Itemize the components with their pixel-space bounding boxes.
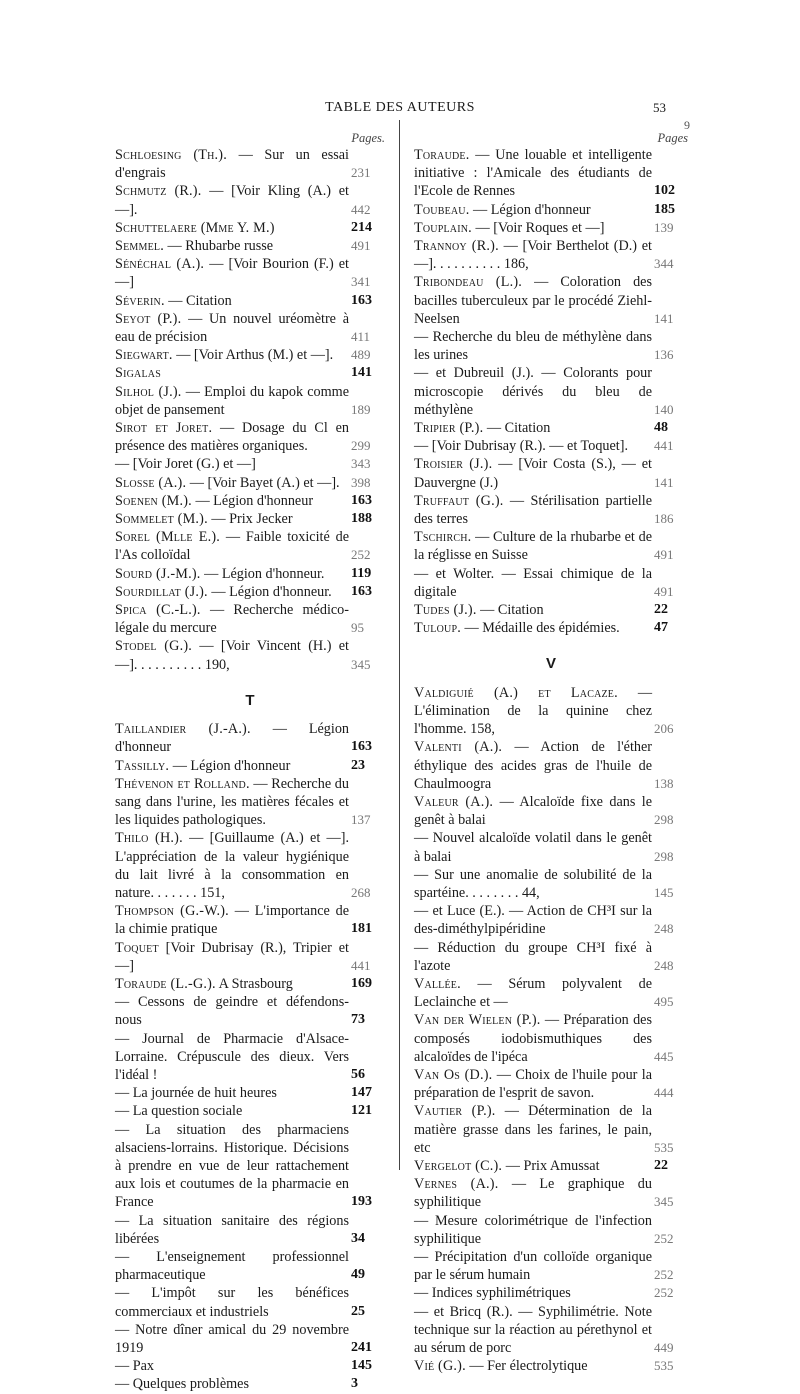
index-entry	[414, 866, 688, 902]
entry-page-number: 298	[654, 812, 674, 828]
entry-page-number: 442	[351, 201, 371, 217]
entry-page-number: 22	[654, 1157, 668, 1173]
entry-page-number: 252	[654, 1230, 674, 1246]
index-entry	[115, 1212, 385, 1248]
entry-page-number: 185	[654, 201, 675, 217]
entry-title: — Cessons de geindre et défendons-nous	[115, 994, 349, 1029]
entry-page-number: 47	[654, 620, 668, 636]
entry-title: — Le graphique du syphilitique	[414, 1176, 652, 1211]
entry-page-number: 188	[351, 511, 372, 527]
entry-title: — Légion d'honneur.	[204, 565, 325, 582]
entry-title: — Recherche du bleu de méthylène dans les urines	[414, 329, 652, 364]
entry-page-number: 95	[351, 620, 364, 636]
entry-title: — L'impôt sur les bénéfices commerciaux et industriels	[115, 1285, 349, 1320]
entry-title: — La situation des pharmaciens alsaciens-lorrains. Historique. Décisions à prendre en vue de leur rattachement aux lois et coutumes de la pharmacie en France	[115, 1121, 349, 1211]
entry-author: Schuttelaere (Mme Y. M.)	[115, 219, 275, 236]
entry-author: Tribondeau (L.).	[414, 274, 523, 291]
entry-title: — [Voir Costa (S.), — et Dauvergne (J.)	[414, 456, 652, 491]
entry-author: Sirot et Joret.	[115, 420, 213, 437]
entry-page-number: 535	[654, 1139, 674, 1155]
entry-title: — [Voir Bourion (F.) et —]	[115, 256, 349, 291]
entry-author: Vergelot (C.).	[414, 1157, 503, 1174]
index-entry	[414, 975, 688, 1011]
entry-page-number: 181	[351, 921, 372, 937]
entry-page-number: 445	[654, 1048, 674, 1064]
entry-author: Spica (C.-L.).	[115, 602, 201, 619]
index-entry	[115, 492, 385, 510]
index-entry	[414, 1066, 688, 1102]
index-entry	[115, 510, 385, 528]
index-entry	[414, 201, 688, 219]
entry-author: Sénéchal (A.).	[115, 256, 205, 273]
entry-author: Séverin.	[115, 292, 165, 309]
s-entries	[115, 146, 385, 674]
index-entry	[414, 364, 688, 419]
entry-title: — Action de l'éther éthylique des acides gras de l'huile de Chaulmoogra	[414, 739, 653, 792]
index-entry	[115, 474, 385, 492]
entry-author: Taillandier (J.-A.).	[115, 721, 251, 738]
entry-title: — [Voir Bayet (A.) et —].	[189, 474, 340, 491]
entry-page-number: 3	[351, 1376, 358, 1392]
entry-title: — Dosage du Cl en présence des matières organiques.	[115, 420, 349, 455]
entry-page-number: 231	[351, 165, 371, 181]
entry-page-number: 163	[351, 739, 372, 755]
entry-page-number: 398	[351, 474, 371, 490]
entry-page-number: 214	[351, 219, 372, 235]
entry-page-number: 163	[351, 492, 372, 508]
v-entries	[414, 684, 688, 1376]
entry-title: — Emploi du kapok comme objet de pansement	[115, 383, 349, 418]
index-entry	[115, 1248, 385, 1284]
index-entry	[115, 219, 385, 237]
entry-page-number: 491	[654, 547, 674, 563]
entry-author: Toquet	[115, 939, 159, 956]
entry-page-number: 495	[654, 994, 674, 1010]
entry-page-number: 193	[351, 1194, 372, 1210]
entry-page-number: 241	[351, 1340, 372, 1355]
index-entry	[414, 1212, 688, 1248]
index-entry	[414, 1303, 688, 1358]
index-entry	[414, 1357, 688, 1375]
entry-author: Vautier (P.).	[414, 1103, 496, 1120]
index-entry	[414, 1175, 688, 1211]
entry-title: — Stérilisation partielle des terres	[414, 492, 652, 528]
entry-page-number: 248	[654, 921, 674, 937]
entry-title: — L'enseignement professionnel pharmaceutique	[115, 1248, 349, 1284]
entry-title: — Choix de l'huile pour la préparation de l'esprit de savon.	[414, 1066, 653, 1102]
entry-author: Vié (G.).	[414, 1358, 466, 1375]
entry-title: — Quelques problèmes	[115, 1376, 249, 1393]
entry-title: — Citation	[168, 292, 232, 309]
entry-author: Tripier (P.).	[414, 420, 484, 437]
index-entry	[414, 419, 688, 437]
index-entry	[414, 1284, 688, 1302]
index-entry	[414, 565, 688, 601]
entry-title: — Légion d'honneur	[473, 201, 591, 218]
entry-page-number: 491	[654, 583, 674, 599]
entry-page-number: 345	[654, 1194, 674, 1210]
index-entry	[414, 273, 688, 328]
entry-title: — Préparation des composés iodobismuthiques des alcaloïdes de l'ipéca	[414, 1012, 653, 1065]
entry-page-number: 34	[351, 1230, 365, 1246]
entry-title: — et Luce (E.). — Action de CH³I sur la des-diméthylpipéridine	[414, 903, 652, 938]
entry-author: Tassilly.	[115, 757, 170, 774]
index-entry	[414, 738, 688, 793]
index-entry	[414, 455, 688, 491]
pages-label: Pages.	[351, 131, 385, 145]
index-entry	[115, 975, 385, 993]
entry-page-number: 299	[351, 438, 371, 454]
entry-author: Sorel (Mlle E.).	[115, 529, 221, 546]
index-entry	[115, 565, 385, 583]
entry-page-number: 139	[654, 219, 674, 235]
entry-author: Truffaut (G.).	[414, 492, 504, 509]
entry-page-number: 449	[654, 1340, 674, 1355]
entry-author: Van der Wielen (P.).	[414, 1012, 541, 1029]
index-entry	[414, 492, 688, 528]
entry-page-number: 186	[654, 511, 674, 527]
index-entry	[414, 1248, 688, 1284]
index-entry	[115, 757, 385, 775]
entry-title: — Recherche du sang dans l'urine, les matières fécales et les liquides pathologiques.	[115, 775, 349, 829]
entry-page-number: 25	[351, 1303, 365, 1319]
entry-page-number: 298	[654, 848, 674, 864]
t-entries-continued	[414, 146, 688, 637]
entry-page-number: 140	[654, 401, 674, 417]
entry-page-number: 22	[654, 602, 668, 618]
index-entry	[115, 292, 385, 310]
entry-author: Toraude.	[414, 147, 470, 163]
section-letter-t: T	[245, 691, 255, 709]
entry-title: — Sur un essai d'engrais	[115, 147, 350, 182]
index-entry	[115, 255, 385, 291]
right-column	[414, 130, 688, 1375]
entry-author: Soenen (M.).	[115, 492, 192, 509]
entry-author: Stodel (G.).	[115, 638, 192, 655]
entry-title: — Coloration des bacilles tuberculeux par le procédé Ziehl-Neelsen	[414, 274, 652, 327]
index-entry	[115, 1030, 385, 1085]
entry-page-number: 248	[654, 957, 674, 973]
index-entry	[414, 1157, 688, 1175]
entry-title: — Faible toxicité de l'As colloïdal	[115, 529, 349, 564]
index-entry	[115, 720, 385, 756]
index-entry	[414, 902, 688, 938]
index-entry	[115, 364, 385, 382]
index-entry	[414, 1102, 688, 1157]
entry-title: — L'importance de la chimie pratique	[115, 903, 349, 938]
entry-author: Seyot (P.).	[115, 310, 182, 327]
entry-title: — [Voir Arthus (M.) et —].	[176, 347, 334, 364]
index-entry	[115, 1321, 385, 1357]
index-entry	[414, 219, 688, 237]
entry-title: — Citation	[480, 602, 544, 619]
entry-author: Vallée.	[414, 975, 461, 992]
index-entry	[115, 419, 385, 455]
entry-title: — Rhubarbe russe	[167, 238, 274, 255]
entry-page-number: 136	[654, 347, 674, 363]
entry-page-number: 141	[351, 365, 372, 381]
entry-title: — Détermination de la matière grasse dans les farines, le pain, etc	[414, 1103, 652, 1156]
entry-page-number: 147	[351, 1085, 372, 1101]
entry-page-number: 343	[351, 456, 371, 472]
entry-page-number: 141	[654, 474, 674, 490]
entry-page-number: 441	[654, 438, 674, 454]
entry-title: — [Voir Joret (G.) et —]	[115, 456, 256, 473]
entry-page-number: 141	[654, 310, 674, 326]
entry-author: Sommelet (M.).	[115, 511, 208, 528]
index-entry	[115, 939, 385, 975]
entry-page-number: 489	[351, 347, 371, 363]
entry-author: Van Os (D.).	[414, 1066, 493, 1083]
index-entry	[115, 583, 385, 601]
entry-title: — [Voir Dubrisay (R.). — et Toquet].	[414, 438, 629, 455]
entry-author: Semmel.	[115, 238, 164, 255]
entry-page-number: 137	[351, 812, 371, 828]
t-entries	[115, 720, 385, 1394]
index-entry	[414, 237, 688, 273]
index-entry	[414, 619, 688, 637]
entry-title: — Indices syphilimétriques	[414, 1285, 571, 1302]
entry-author: Thilo (H.).	[115, 830, 183, 847]
index-entry	[414, 793, 688, 829]
entry-page-number: 411	[351, 329, 371, 345]
entry-author: Valdiguié (A.) et Lacaze.	[414, 684, 618, 701]
entry-title: — Réduction du groupe CH³I fixé à l'azote	[414, 939, 652, 974]
entry-author: Trannoy (R.).	[414, 238, 499, 255]
entry-title: — [Voir Vincent (H.) et —]. . . . . . . . . . 190,	[115, 638, 349, 673]
entry-page-number: 163	[351, 583, 372, 599]
entry-author: Tudes (J.).	[414, 602, 477, 619]
entry-title: — [Voir Roques et —]	[475, 219, 605, 236]
entry-page-number: 444	[654, 1085, 674, 1101]
entry-title: — Légion d'honneur	[115, 721, 350, 756]
left-column	[115, 130, 385, 1394]
entry-title: — Recherche médico-légale du mercure	[115, 602, 350, 637]
pages-label: Pages	[657, 131, 688, 145]
entry-author: Vernes (A.).	[414, 1176, 499, 1193]
entry-page-number: 73	[351, 1012, 365, 1028]
entry-title: — Notre dîner amical du 29 novembre 1919	[115, 1321, 349, 1356]
entry-page-number: 121	[351, 1103, 372, 1119]
entry-title: — Précipitation d'un colloïde organique par le sérum humain	[414, 1248, 652, 1284]
entry-author: Schloesing (Th.).	[115, 147, 227, 163]
entry-author: Sourd (J.-M.).	[115, 565, 201, 582]
section-letter-v: V	[545, 655, 556, 673]
entry-author: Valenti (A.).	[414, 739, 503, 756]
entry-page-number: 49	[351, 1267, 365, 1283]
index-entry	[115, 601, 385, 637]
entry-title: — Culture de la rhubarbe et de la réglisse en Suisse	[414, 529, 653, 564]
entry-page-number: 252	[351, 547, 371, 563]
entry-page-number: 119	[351, 565, 372, 581]
entry-author: Toubeau.	[414, 201, 470, 218]
entry-author: Slosse (A.).	[115, 474, 187, 491]
index-entry	[115, 346, 385, 364]
entry-title: — et Wolter. — Essai chimique de la digitale	[414, 565, 652, 600]
entry-title: — Pax	[115, 1358, 155, 1375]
entry-author: Troisier (J.).	[414, 456, 493, 473]
entry-page-number: 344	[654, 256, 674, 272]
index-entry	[115, 902, 385, 938]
entry-page-number: 189	[351, 401, 371, 417]
index-entry	[414, 146, 688, 201]
entry-title: — Nouvel alcaloïde volatil dans le genêt à balai	[414, 830, 652, 865]
index-entry	[115, 1121, 385, 1212]
entry-page-number: 56	[351, 1066, 365, 1082]
entry-title: — L'élimination de la quinine chez l'homme. 158,	[414, 684, 652, 738]
index-entry	[115, 1284, 385, 1320]
entry-page-number: 145	[351, 1358, 372, 1374]
entry-page-number: 535	[654, 1358, 674, 1374]
index-entry	[414, 939, 688, 975]
entry-title: — Fer électrolytique	[469, 1358, 588, 1375]
index-entry	[414, 601, 688, 619]
index-entry	[115, 237, 385, 255]
entry-page-number: 252	[654, 1285, 674, 1301]
entry-title: — Alcaloïde fixe dans le genêt à balai	[414, 793, 653, 829]
entry-title: — Prix Amussat	[505, 1157, 600, 1174]
entry-title: — Légion d'honneur	[172, 757, 291, 774]
index-entry	[115, 829, 385, 902]
entry-title: — Médaille des épidémies.	[464, 620, 620, 637]
entry-title: — Journal de Pharmacie d'Alsace-Lorraine. Crépuscule des dieux. Vers l'idéal !	[115, 1030, 349, 1083]
index-entry	[414, 328, 688, 364]
entry-author: Tschirch.	[414, 529, 472, 546]
entry-page-number: 102	[654, 183, 675, 199]
entry-title: — [Guillaume (A.) et —]. L'appréciation de la valeur hygiénique du lait livré à la consommation en nature. . . . . . . 151,	[115, 830, 350, 901]
index-entry	[115, 1375, 385, 1393]
entry-page-number: 341	[351, 274, 371, 290]
entry-author: Sourdillat (J.).	[115, 583, 208, 600]
index-entry	[115, 1102, 385, 1120]
entry-page-number: 145	[654, 884, 674, 900]
index-entry	[115, 775, 385, 830]
entry-title: — [Voir Berthelot (D.) et —]. . . . . . . . . . 186,	[414, 238, 652, 273]
entry-title: — Légion d'honneur	[195, 492, 314, 509]
entry-title: — Citation	[486, 420, 551, 437]
index-entry	[414, 528, 688, 564]
entry-title: — Légion d'honneur.	[211, 583, 332, 600]
entry-page-number: 268	[351, 884, 371, 900]
entry-title: — La journée de huit heures	[115, 1085, 277, 1102]
entry-page-number: 441	[351, 957, 371, 973]
column-divider	[399, 120, 400, 1170]
entry-author: Tuloup.	[414, 620, 461, 637]
entry-title: — La situation sanitaire des régions libérées	[115, 1212, 349, 1247]
index-entry	[115, 383, 385, 419]
entry-author: Sigalas	[115, 365, 161, 382]
index-entry	[115, 528, 385, 564]
entry-title: — Sérum polyvalent de Leclainche et —	[414, 975, 652, 1011]
entry-page-number: 23	[351, 757, 365, 773]
entry-author: Valeur (A.).	[414, 793, 494, 810]
index-entry	[115, 182, 385, 218]
entry-author: Touplain.	[414, 219, 472, 236]
entry-title: A Strasbourg	[218, 975, 293, 992]
index-entry	[115, 146, 385, 182]
index-entry	[115, 310, 385, 346]
entry-author: Toraude (L.-G.).	[115, 975, 216, 992]
index-entry	[414, 829, 688, 865]
entry-title: — [Voir Kling (A.) et —].	[115, 183, 349, 218]
entry-page-number: 138	[654, 775, 674, 791]
entry-title: — Mesure colorimétrique de l'infection syphilitique	[414, 1212, 652, 1247]
entry-page-number: 169	[351, 975, 372, 991]
entry-author: Siegwart.	[115, 347, 173, 364]
index-entry	[115, 993, 385, 1029]
index-entry	[115, 455, 385, 473]
entry-title: — et Bricq (R.). — Syphilimétrie. Note technique sur la réaction au pérethynol et au sérum de porc	[414, 1303, 652, 1356]
entry-author: Thévenon et Rolland.	[115, 775, 250, 792]
page-title: TABLE DES AUTEURS	[325, 100, 475, 115]
entry-page-number: 48	[654, 420, 668, 436]
index-entry	[414, 437, 688, 455]
entry-page-number: 491	[351, 238, 371, 254]
entry-title: — Sur une anomalie de solubilité de la spartéine. . . . . . . . 44,	[414, 866, 652, 901]
entry-title: — et Dubreuil (J.). — Colorants pour microscopie dérivés du bleu de méthylène	[414, 365, 652, 418]
entry-page-number: 163	[351, 292, 372, 308]
index-entry	[115, 1084, 385, 1102]
entry-page-number: 252	[654, 1267, 674, 1283]
index-entry	[115, 1357, 385, 1375]
index-entry	[414, 1011, 688, 1066]
entry-title: [Voir Dubrisay (R.), Tripier et —]	[115, 939, 349, 974]
entry-title: — Un nouvel uréomètre à eau de précision	[115, 310, 350, 346]
corner-mark: 9	[684, 118, 690, 132]
index-entry	[115, 637, 385, 673]
entry-page-number: 345	[351, 656, 371, 672]
entry-author: Schmutz (R.).	[115, 183, 202, 200]
index-entry	[414, 684, 688, 739]
entry-title: — Prix Jecker	[211, 511, 293, 528]
entry-author: Thompson (G.-W.).	[115, 903, 229, 920]
page-number: 53	[653, 100, 666, 115]
entry-title: — Une louable et intelligente initiative : l'Amicale des étudiants de l'Ecole de Rennes	[414, 147, 652, 200]
entry-author: Silhol (J.).	[115, 383, 182, 400]
entry-page-number: 206	[654, 721, 674, 737]
entry-title: — La question sociale	[115, 1103, 243, 1120]
